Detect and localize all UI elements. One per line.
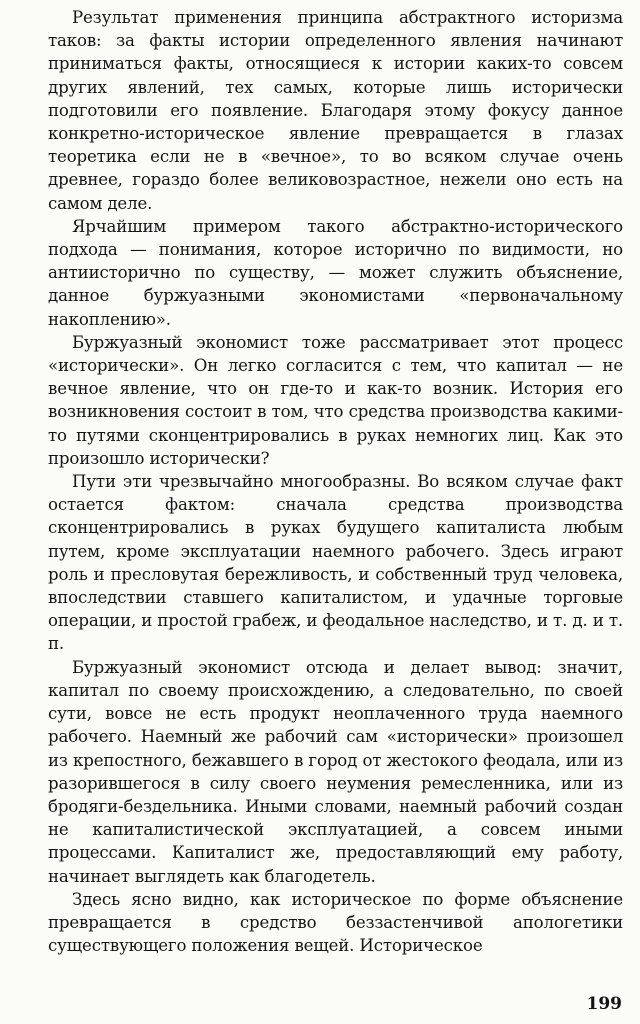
paragraph-1: Результат применения принципа абстрактного историзма таков: за факты истории определенного явления начинают приниматься факты, относящиеся к истории каких-то совсем других явлений, тех самых, которые лишь исторически подготовили его появление. Благодаря этому фокусу данное конкретно-историческое явление превращается в глазах теоретика если не в «вечное», то во всяком случае очень древнее, гораздо более великовозрастное, нежели оно есть на самом деле.: [48, 8, 623, 213]
body-text: [48, 6, 623, 957]
paragraph-5: Буржуазный экономист отсюда и делает вывод: значит, капитал по своему происхождению, а следовательно, по своей сути, вовсе не есть продукт неоплаченного труда наемного рабочего. Наемный же рабочий сам «исторически» произошел из крепостного, бежавшего в город от жестокого феодала, или из разорившегося в силу своего неумения ремесленника, или из бродяги-бездельника. Иными словами, наемный рабочий создан не капиталистической эксплуатацией, а совсем иными процессами. Капиталист же, предоставляющий ему работу, начинает выглядеть как благодетель.: [48, 657, 623, 886]
paragraph-2: Ярчайшим примером такого абстрактно-исторического подхода — понимания, которое исторично по видимости, но антиисторично по существу, — может служить объяснение, данное буржуазными экономистами «первоначальному накоплению».: [48, 216, 623, 329]
paragraph-3: Буржуазный экономист тоже рассматривает этот процесс «исторически». Он легко согласится с тем, что капитал — не вечное явление, что он где-то и как-то возник. История его возникновения состоит в том, что средства производства какими-то путями сконцентрировались в руках немногих лиц. Как это произошло исторически?: [48, 332, 623, 468]
page-number: 199: [586, 994, 622, 1014]
paragraph-6: Здесь ясно видно, как историческое по форме объяснение превращается в средство беззастенчивой апологетики существующего положения вещей. Историческое: [48, 889, 623, 956]
paragraph-4: Пути эти чрезвычайно многообразны. Во всяком случае факт остается фактом: сначала средства производства сконцентрировались в руках будущего капиталиста любым путем, кроме эксплуатации наемного рабочего. Здесь играют роль и пресловутая бережливость, и собственный труд человека, впоследствии ставшего капиталистом, и удачные торговые операции, и простой грабеж, и феодальное наследство, и т. д. и т. п.: [48, 472, 623, 654]
